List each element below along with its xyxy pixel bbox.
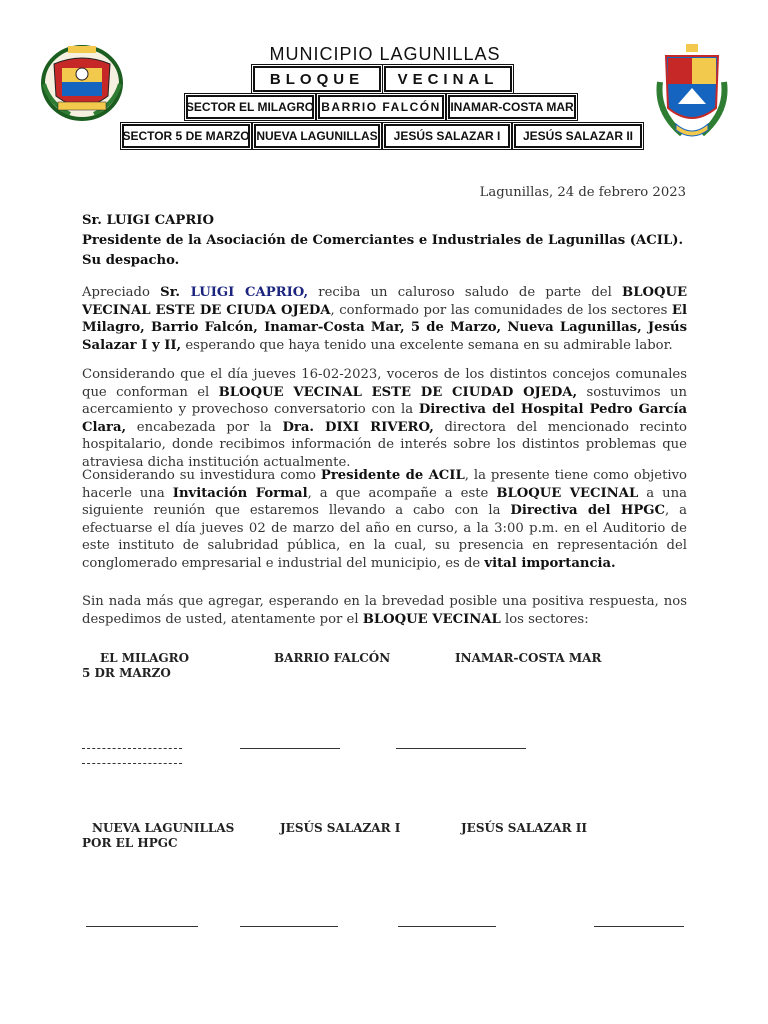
municipality-title: MUNICIPIO LAGUNILLAS [269,44,501,64]
letter-date: Lagunillas, 24 de febrero 2023 [479,185,686,200]
signature-label-el-milagro: EL MILAGRO [100,651,190,665]
recipient-despacho: Su despacho. [82,253,180,268]
sector-box-barrio-falcon: BARRIO FALCÓN [318,95,444,119]
signature-line [240,748,340,749]
vecinal-box: VECINAL [384,66,512,92]
signature-label-5-marzo: 5 DR MARZO [82,666,171,680]
signature-label-barrio-falcon: BARRIO FALCÓN [274,651,391,665]
sector-box-nueva-lagunillas: NUEVA LAGUNILLAS [254,124,380,148]
municipal-shield-logo [40,44,124,122]
paragraph-greeting: Apreciado Sr. LUIGI CAPRIO, reciba un caluroso saludo de parte del BLOQUE VECINAL ESTE DE CIUDA OJEDA, conformado por las comunidades de los sectores El Milagro, Barrio Falcón, Inamar-Costa Mar, 5 de Marzo, Nueva Lagunillas, Jesús Salazar I y II, esperando que haya tenido una excelente semana en su admirable labor. [82,285,687,353]
signature-line [82,763,182,764]
sector-box-el-milagro: SECTOR EL MILAGRO [186,95,314,119]
signature-label-nueva-lagunillas: NUEVA LAGUNILLAS [92,821,235,835]
paragraph-meeting: Considerando que el día jueves 16-02-2023, voceros de los distintos concejos comunales que conforman el BLOQUE VECINAL ESTE DE CIUDAD OJEDA, sostuvimos un acercamiento y provechoso conversatorio con la Directiva del Hospital Pedro García Clara, encabezada por la Dra. DIXI RIVERO, directora del mencionado recinto hospitalario, donde recibimos información de interés sobre los distintos problemas que atraviesa dicha institución actualmente. [82,367,687,470]
sector-box-5-marzo: SECTOR 5 DE MARZO [122,124,250,148]
signature-line [398,926,496,927]
sector-box-jesus-salazar-2: JESÚS SALAZAR II [514,124,642,148]
sector-box-jesus-salazar-1: JESÚS SALAZAR I [384,124,510,148]
sector-box-inamar: INAMAR-COSTA MAR [448,95,576,119]
signature-line [82,748,182,749]
recipient-role: Presidente de la Asociación de Comerciantes e Industriales de Lagunillas (ACIL). [82,233,684,248]
signature-line [240,926,338,927]
signature-line [86,926,198,927]
signature-line [594,926,684,927]
paragraph-closing: Sin nada más que agregar, esperando en la brevedad posible una positiva respuesta, nos despedimos de usted, atentamente por el BLOQUE VECINAL los sectores: [82,594,687,627]
signature-label-jesus-salazar-1: JESÚS SALAZAR I [280,821,401,835]
state-shield-logo [652,42,732,146]
signature-label-jesus-salazar-2: JESÚS SALAZAR II [461,821,587,835]
signature-label-inamar: INAMAR-COSTA MAR [455,651,602,665]
bloque-box: BLOQUE [253,66,381,92]
recipient-name: Sr. LUIGI CAPRIO [82,213,214,228]
signature-label-hpgc: POR EL HPGC [82,836,178,850]
paragraph-invitation: Considerando su investidura como Presidente de ACIL, la presente tiene como objetivo hacerle una Invitación Formal, a que acompañe a este BLOQUE VECINAL a una siguiente reunión que estaremos llevando a cabo con la Directiva del HPGC, a efectuarse el día jueves 02 de marzo del año en curso, a la 3:00 p.m. en el Auditorio de este instituto de salubridad pública, en la cual, su presencia en representación del conglomerado empresarial e industrial del municipio, es de vital importancia. [82,468,688,571]
signature-line [396,748,526,749]
